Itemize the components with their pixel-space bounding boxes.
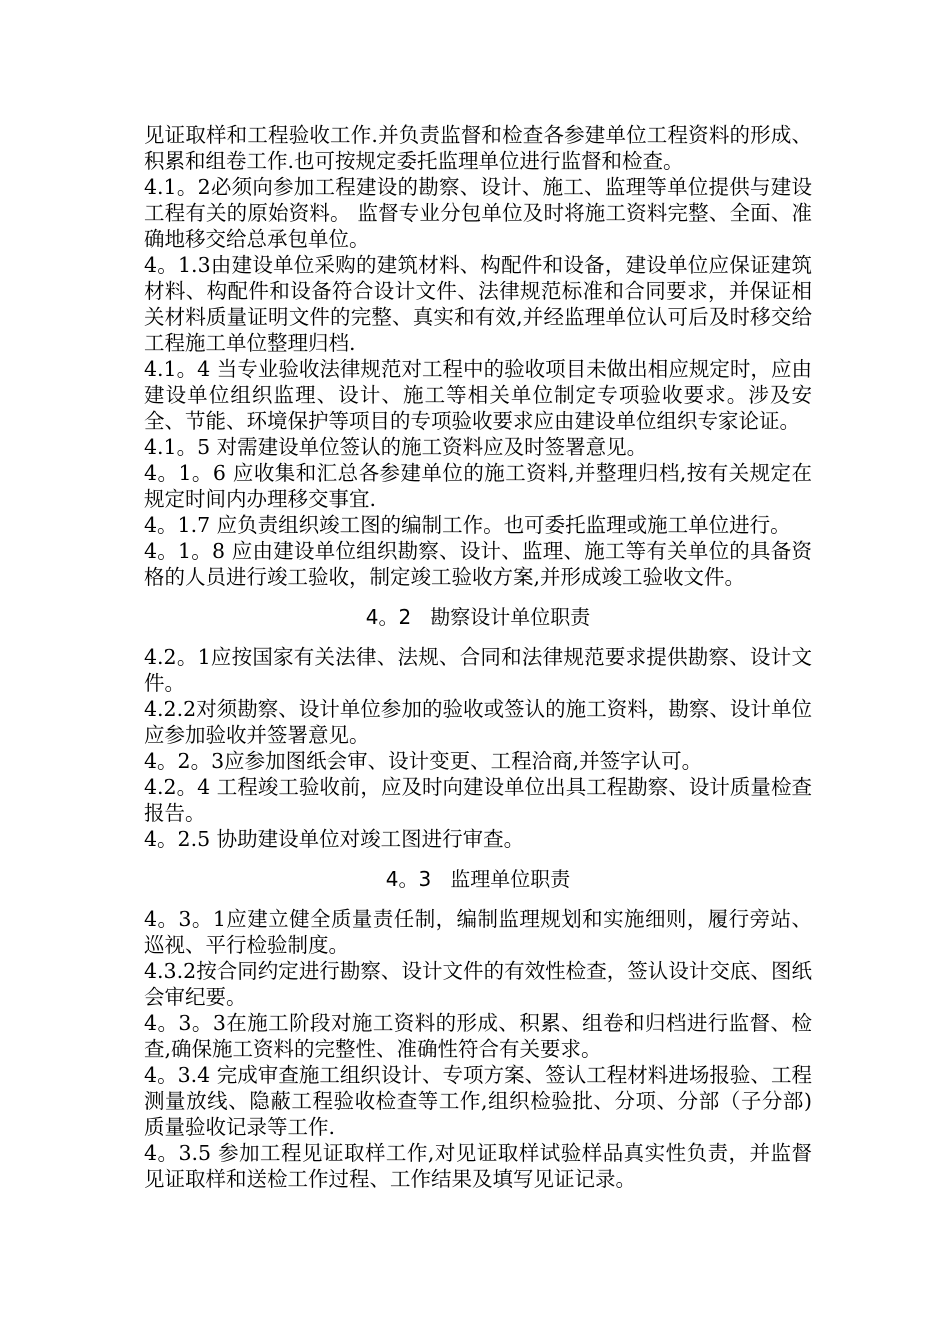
- paragraph: 4.1。2必须向参加工程建设的勘察、设计、施工、监理等单位提供与建设工程有关的原始资料。 监督专业分包单位及时将施工资料完整、全面、准确地移交给总承包单位。: [144, 175, 812, 251]
- paragraph: 4.2。1应按国家有关法律、法规、合同和法律规范要求提供勘察、设计文件。: [144, 645, 812, 695]
- section-survey-design-unit: [144, 604, 812, 852]
- paragraph: 4。1.3由建设单位采购的建筑材料、构配件和设备，建设单位应保证建筑材料、构配件和设备符合设计文件、法律规范标准和合同要求，并保证相关材料质量证明文件的完整、真实和有效,并经监理单位认可后及时移交给工程施工单位整理归档.: [144, 253, 812, 355]
- paragraph: 4。3。1应建立健全质量责任制，编制监理规划和实施细则，履行旁站、巡视、平行检验制度。: [144, 907, 812, 957]
- paragraph: 4。2。3应参加图纸会审、设计变更、工程洽商,并签字认可。: [144, 749, 703, 773]
- paragraph: 4.1。4 当专业验收法律规范对工程中的验收项目未做出相应规定时，应由建设单位组织监理、设计、施工等相关单位制定专项验收要求。涉及安全、节能、环境保护等项目的专项验收要求应由建设单位组织专家论证。: [144, 357, 812, 433]
- paragraph: 4。3.4 完成审查施工组织设计、专项方案、签认工程材料进场报验、工程测量放线、隐蔽工程验收检查等工作,组织检验批、分项、分部（子分部)质量验收记录等工作.: [144, 1063, 812, 1139]
- paragraph: 4。3.5 参加工程见证取样工作,对见证取样试验样品真实性负责，并监督见证取样和送检工作过程、工作结果及填写见证记录。: [144, 1141, 812, 1191]
- document-page: [144, 122, 812, 1192]
- paragraph: 4.1。5 对需建设单位签认的施工资料应及时签署意见。: [144, 435, 648, 459]
- paragraph: 4。3。3在施工阶段对施工资料的形成、积累、组卷和归档进行监督、检查,确保施工资料的完整性、准确性符合有关要求。: [144, 1011, 812, 1061]
- section-construction-unit: [144, 122, 812, 590]
- section-heading: 4。3 监理单位职责: [385, 867, 571, 891]
- paragraph: 4。2.5 协助建设单位对竣工图进行审查。: [144, 827, 525, 851]
- section-heading: 4。2 勘察设计单位职责: [365, 605, 591, 629]
- paragraph: 4。1.7 应负责组织竣工图的编制工作。也可委托监理或施工单位进行。: [144, 513, 791, 537]
- paragraph: 4.2.2对须勘察、设计单位参加的验收或签认的施工资料，勘察、设计单位应参加验收并签署意见。: [144, 697, 812, 747]
- paragraph: 4。1。8 应由建设单位组织勘察、设计、监理、施工等有关单位的具备资格的人员进行竣工验收，制定竣工验收方案,并形成竣工验收文件。: [144, 539, 812, 589]
- paragraph: 4.2。4 工程竣工验收前，应及时向建设单位出具工程勘察、设计质量检查报告。: [144, 775, 812, 825]
- paragraph: 4.3.2按合同约定进行勘察、设计文件的有效性检查，签认设计交底、图纸会审纪要。: [144, 959, 812, 1009]
- section-supervision-unit: [144, 866, 812, 1192]
- paragraph: 见证取样和工程验收工作.并负责监督和检查各参建单位工程资料的形成、积累和组卷工作.也可按规定委托监理单位进行监督和检查。: [144, 123, 812, 173]
- paragraph: 4。1。6 应收集和汇总各参建单位的施工资料,并整理归档,按有关规定在规定时间内办理移交事宜.: [144, 461, 812, 511]
